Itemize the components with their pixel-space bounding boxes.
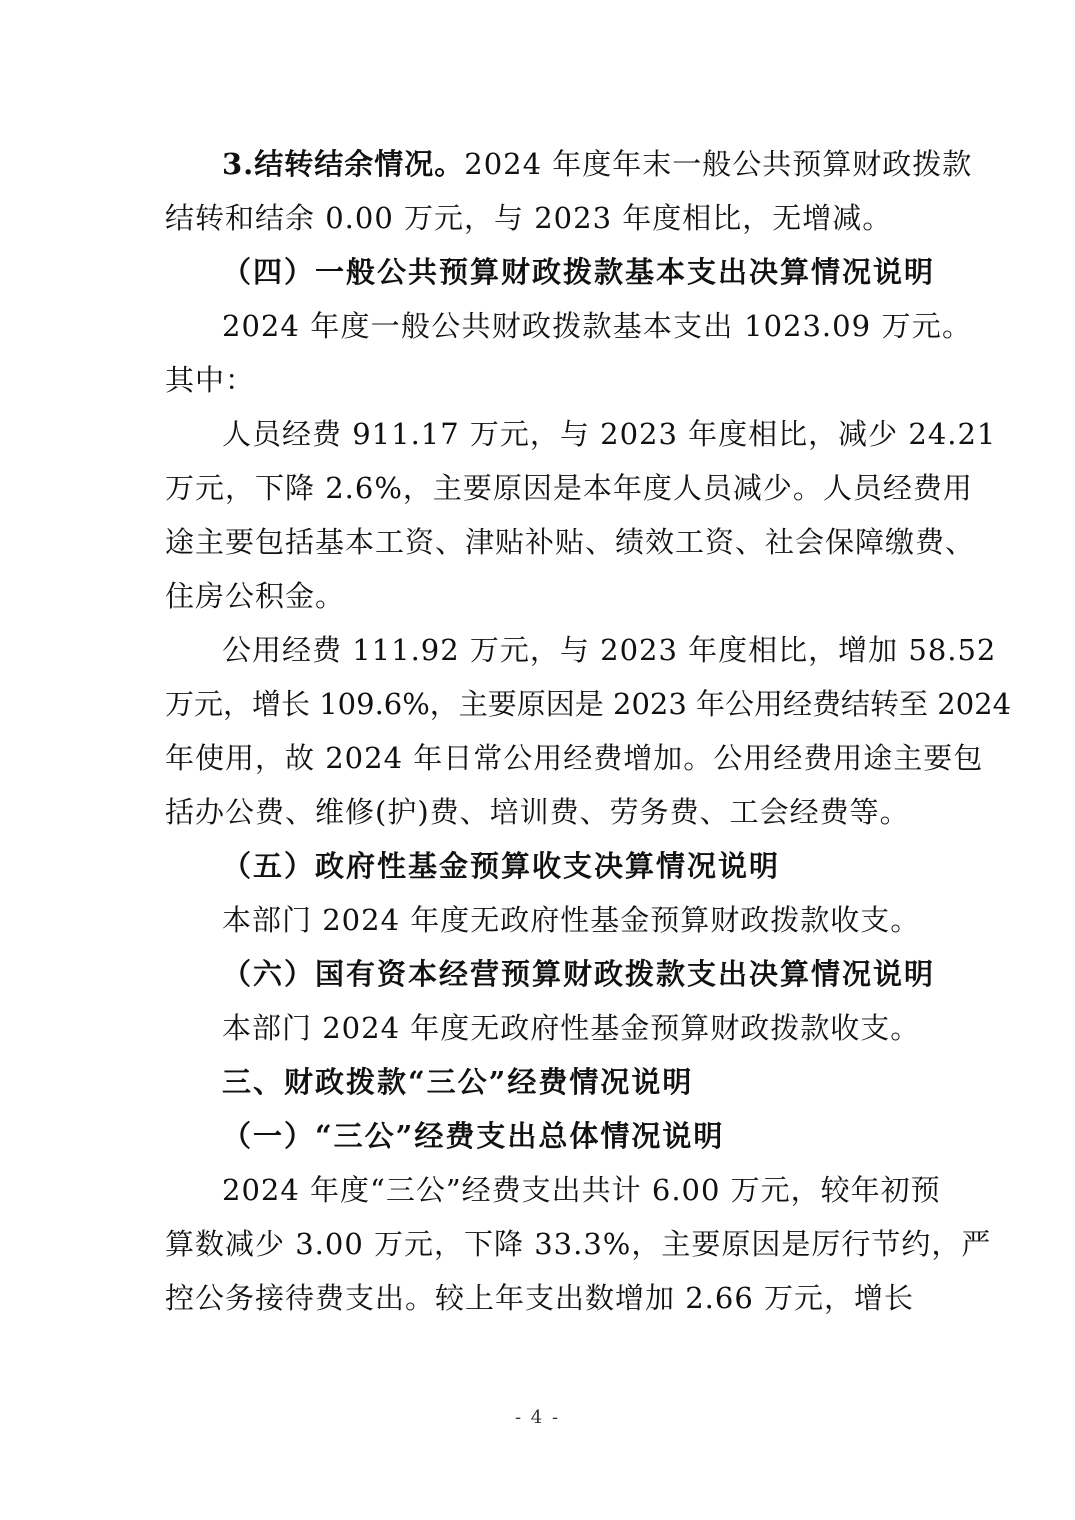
section-heading: （六）国有资本经营预算财政拨款支出决算情况说明	[222, 957, 936, 991]
section-heading: （四）一般公共预算财政拨款基本支出决算情况说明	[222, 255, 936, 289]
paragraph-line: 住房公积金。	[165, 579, 346, 613]
paragraph-line	[222, 146, 972, 182]
paragraph-line: 结转和结余 0.00 万元，与 2023 年度相比，无增减。	[165, 201, 893, 235]
paragraph-line: 年使用，故 2024 年日常公用经费增加。公用经费用途主要包	[165, 741, 984, 775]
section-heading: （五）政府性基金预算收支决算情况说明	[222, 849, 781, 883]
paragraph-line: 2024 年度一般公共财政拨款基本支出 1023.09 万元。	[222, 309, 972, 343]
paragraph-line: 本部门 2024 年度无政府性基金预算财政拨款收支。	[222, 903, 921, 937]
paragraph-line: 括办公费、维修(护)费、培训费、劳务费、工会经费等。	[165, 795, 910, 829]
paragraph-line: 本部门 2024 年度无政府性基金预算财政拨款收支。	[222, 1011, 921, 1045]
paragraph-line: 公用经费 111.92 万元，与 2023 年度相比，增加 58.52	[222, 633, 997, 667]
section-heading: （一）“三公”经费支出总体情况说明	[222, 1119, 725, 1153]
paragraph-line: 万元，下降 2.6%，主要原因是本年度人员减少。人员经费用	[165, 471, 973, 505]
page-number: - 4 -	[514, 1407, 561, 1428]
paragraph-line: 控公务接待费支出。较上年支出数增加 2.66 万元，增长	[165, 1281, 915, 1315]
paragraph-line: 途主要包括基本工资、津贴补贴、绩效工资、社会保障缴费、	[165, 525, 976, 559]
paragraph-line: 其中：	[165, 363, 256, 397]
paragraph-line: 人员经费 911.17 万元，与 2023 年度相比，减少 24.21	[222, 417, 997, 451]
line-text: 2024 年度年末一般公共预算财政拨款	[464, 147, 973, 181]
paragraph-line: 2024 年度“三公”经费支出共计 6.00 万元，较年初预	[222, 1173, 941, 1207]
section-lead: 3.结转结余情况。	[222, 147, 465, 181]
paragraph-line: 算数减少 3.00 万元，下降 33.3%，主要原因是厉行节约，严	[165, 1227, 992, 1261]
chapter-heading: 三、财政拨款“三公”经费情况说明	[222, 1065, 694, 1099]
paragraph-line: 万元，增长 109.6%，主要原因是 2023 年公用经费结转至 2024	[165, 687, 1012, 721]
